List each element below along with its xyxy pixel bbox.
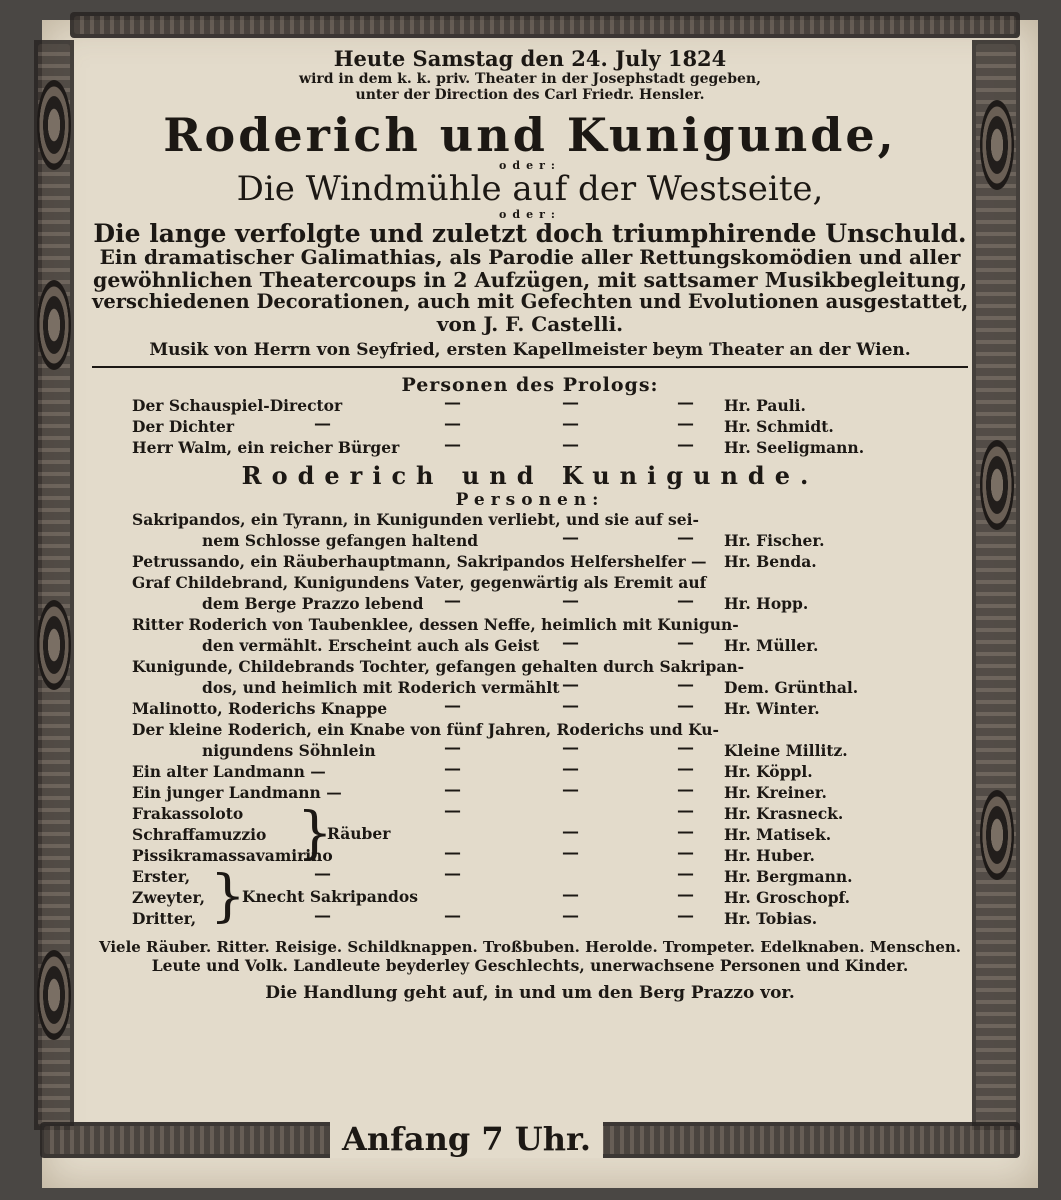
cast-row: dem Berge Prazzo lebend — — — Hr. Hopp. [202, 591, 809, 613]
role: Erster, [132, 867, 191, 886]
oder-separator: oder: [499, 159, 561, 173]
role: Pissikramassavamirino [132, 846, 333, 865]
servants-group [92, 864, 968, 930]
cast-row: Frakassoloto — — Hr. Krasneck. [132, 801, 844, 823]
cast-row: Der Dichter — — — — Hr. Schmidt. [132, 414, 834, 436]
description-line: gewöhnlichen Theatercoups in 2 Aufzügen, mit sattsamer Musikbegleitung, [93, 267, 967, 292]
role: Schraffamuzzio [132, 825, 267, 844]
role: Frakassoloto [132, 804, 244, 823]
cast-row: Erster, — — — Hr. Bergmann. [132, 864, 853, 886]
actor: Hr. Köppl. [724, 762, 813, 781]
playbill-content [92, 40, 968, 1120]
role: Der Schauspiel-Director [132, 396, 343, 415]
role: Ein alter Landmann — [132, 762, 326, 781]
cast-row [92, 720, 968, 741]
role: dos, und heimlich mit Roderich vermählt [202, 678, 560, 697]
direction-line: unter der Direction des Carl Friedr. Hensler. [355, 87, 705, 103]
cast-row: Schraffamuzzio — — Hr. Matisek. [132, 822, 832, 844]
divider-rule [92, 366, 968, 368]
cast-row: Ein junger Landmann — — — — Hr. Kreiner. [132, 780, 827, 802]
role: Sakripandos, ein Tyrann, in Kunigunden verliebt, und sie auf sei- [132, 510, 699, 529]
role: Kunigunde, Childebrands Tochter, gefangen gehalten durch Sakripan- [132, 657, 745, 676]
role: dem Berge Prazzo lebend [202, 594, 424, 613]
servants-label: Knecht Sakripandos [242, 887, 418, 906]
rosette-ornament-icon [980, 100, 1014, 190]
role: Dritter, [132, 909, 197, 928]
cast-row: Zweyter, — — Hr. Groschopf. [132, 885, 851, 907]
cast-row: Der Schauspiel-Director — — — Hr. Pauli. [132, 393, 806, 415]
cast-row: nigundens Söhnlein — — — Kleine Millitz. [202, 738, 848, 760]
rosette-ornament-icon [37, 280, 71, 370]
description-line: verschiedenen Decorationen, auch mit Gefechten und Evolutionen ausgestattet, [92, 289, 969, 313]
cast-row: Malinotto, Roderichs Knappe — — — Hr. Winter. [132, 696, 820, 718]
cast-row [92, 657, 968, 678]
cast-row [92, 615, 968, 636]
rosette-ornament-icon [980, 790, 1014, 880]
actor: Hr. Winter. [724, 699, 820, 718]
description-line: Ein dramatischer Galimathias, als Parodie aller Rettungskomödien und aller [99, 245, 961, 270]
prolog-heading: Personen des Prologs: [401, 374, 659, 396]
actor: Hr. Krasneck. [724, 804, 844, 823]
cast-row: Ein alter Landmann — — — — Hr. Köppl. [132, 759, 813, 781]
rosette-ornament-icon [37, 600, 71, 690]
extras-line: Leute und Volk. Landleute beyderley Geschlechts, unerwachsene Personen und Kinder. [151, 956, 909, 975]
actor: Kleine Millitz. [724, 741, 848, 760]
actor: Hr. Groschopf. [724, 888, 851, 907]
role: den vermählt. Erscheint auch als Geist [202, 636, 540, 655]
role: Malinotto, Roderichs Knappe [132, 699, 388, 718]
ornamental-border-top [70, 12, 1020, 38]
actor: Hr. Kreiner. [724, 783, 827, 802]
rosette-ornament-icon [37, 80, 71, 170]
theater-line: wird in dem k. k. priv. Theater in der Josephstadt gegeben, [299, 71, 761, 87]
main-title: Roderich und Kunigunde, [163, 108, 897, 162]
role: Zweyter, [132, 888, 205, 907]
start-time: Anfang 7 Uhr. [330, 1120, 603, 1158]
cast-row [92, 552, 968, 573]
actor: Hr. Müller. [724, 636, 819, 655]
actor: Hr. Matisek. [724, 825, 832, 844]
actor: Hr. Schmidt. [724, 417, 834, 436]
actor: Hr. Benda. [724, 552, 817, 571]
third-title: Die lange verfolgte und zuletzt doch triumphirende Unschuld. [93, 218, 967, 248]
role: nem Schlosse gefangen haltend [202, 531, 479, 550]
cast-row: dos, und heimlich mit Roderich vermählt — — Dem. Grünthal. [202, 675, 859, 697]
role: nigundens Söhnlein [202, 741, 376, 760]
actor: Hr. Hopp. [724, 594, 809, 613]
role: Der Dichter [132, 417, 235, 436]
cast-row [92, 573, 968, 594]
setting-line: Die Handlung geht auf, in und um den Berg Prazzo vor. [265, 983, 795, 1003]
actor: Hr. Seeligmann. [724, 438, 865, 457]
ornamental-border-right [972, 40, 1020, 1130]
actor: Hr. Huber. [724, 846, 815, 865]
extras-block [92, 938, 968, 975]
extras-line: Viele Räuber. Ritter. Reisige. Schildknappen. Troßbuben. Herolde. Trompeter. Edelknaben. Menschen. [98, 938, 962, 956]
oder-separator: oder: [499, 207, 561, 221]
role: Ein junger Landmann — [132, 783, 342, 802]
cast-row: Herr Walm, ein reicher Bürger — — — Hr. Seeligmann. [132, 435, 865, 457]
role: Herr Walm, ein reicher Bürger [132, 438, 400, 457]
music-credit: Musik von Herrn von Seyfried, ersten Kapellmeister beym Theater an der Wien. [149, 340, 911, 360]
role: Ritter Roderich von Taubenklee, dessen Neffe, heimlich mit Kunigun- [132, 615, 739, 634]
actor: Hr. Bergmann. [724, 867, 853, 886]
actor: Dem. Grünthal. [724, 678, 859, 697]
brace-icon: } [297, 801, 333, 866]
actor: Hr. Pauli. [724, 396, 806, 415]
role: Petrussando, ein Räuberhauptmann, Sakripandos Helfershelfer — [132, 552, 707, 571]
author-line: von J. F. Castelli. [436, 312, 624, 336]
role: Der kleine Roderich, ein Knabe von fünf Jahren, Roderichs und Ku- [132, 720, 719, 739]
cast-row: nem Schlosse gefangen haltend — — Hr. Fischer. [202, 528, 825, 550]
cast-row: den vermählt. Erscheint auch als Geist — — Hr. Müller. [202, 633, 819, 655]
rosette-ornament-icon [37, 950, 71, 1040]
date-line: Heute Samstag den 24. July 1824 [333, 46, 727, 71]
actor: Hr. Fischer. [724, 531, 825, 550]
brace-icon: } [210, 864, 246, 929]
robbers-label: Räuber [327, 824, 391, 843]
cast-row [92, 510, 968, 531]
robbers-group [92, 801, 968, 867]
cast-row: Pissikramassavamirino — — — Hr. Huber. [132, 843, 815, 865]
play-heading: Roderich und Kunigunde. [241, 461, 819, 490]
actor: Hr. Tobias. [724, 909, 818, 928]
role: Graf Childebrand, Kunigundens Vater, gegenwärtig als Eremit auf [132, 573, 707, 592]
rosette-ornament-icon [980, 440, 1014, 530]
second-title: Die Windmühle auf der Westseite, [236, 169, 824, 210]
personen-heading: Personen: [455, 490, 605, 510]
cast-row: Dritter, — — — — Hr. Tobias. [132, 906, 818, 928]
